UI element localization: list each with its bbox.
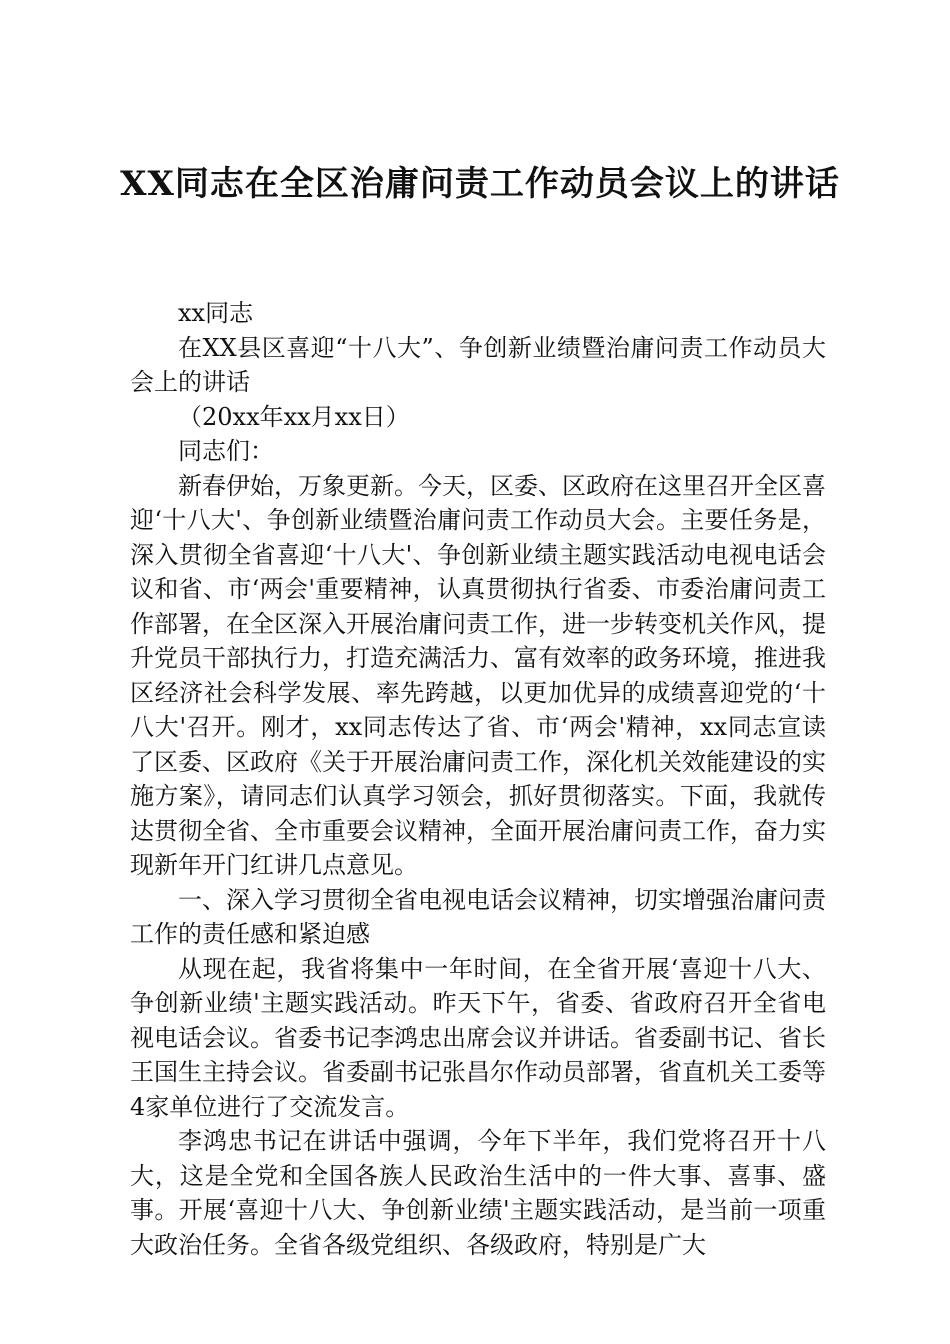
section-heading: 一、深入学习贯彻全省电视电话会议精神，切实增强治庸问责工作的责任感和紧迫感	[130, 885, 826, 948]
author-line: xx同志	[178, 299, 254, 327]
salutation: 同志们：	[178, 437, 274, 465]
speech-date: （20xx年xx月xx日）	[178, 402, 410, 431]
body-paragraph: 新春伊始，万象更新。今天，区委、区政府在这里召开全区喜迎‘十八大'、争创新业绩暨治庸问责工作动员大会。主要任务是，深入贯彻全省喜迎‘十八大'、争创新业绩主题实践活动电视电话会议和省、市‘两会'重要精神，认真贯彻执行省委、市委治庸问责工作部署，在全区深入开展治庸问责工作，进一步转变机关作风，提升党员干部执行力，打造充满活力、富有效率的政务环境，推进我区经济社会科学发展、率先跨越，以更加优异的成绩喜迎党的‘十八大'召开。刚才，xx同志传达了省、市‘两会'精神，xx同志宣读了区委、区政府《关于开展治庸问责工作，深化机关效能建设的实施方案》，请同志们认真学习领会，抓好贯彻落实。下面，我就传达贯彻全省、全市重要会议精神，全面开展治庸问责工作，奋力实现新年开门红讲几点意见。	[130, 471, 826, 879]
body-paragraph: 李鸿忠书记在讲话中强调，今年下半年，我们党将召开十八大，这是全党和全国各族人民政治生活中的一件大事、喜事、盛事。开展‘喜迎十八大、争创新业绩'主题实践活动，是当前一项重大政治任务。全省各级党组织、各级政府，特别是广大	[130, 1127, 826, 1259]
document-title: XX同志在全区治庸问责工作动员会议上的讲话	[120, 164, 840, 204]
document-body	[130, 296, 826, 1262]
body-paragraph: 从现在起，我省将集中一年时间，在全省开展‘喜迎十八大、争创新业绩'主题实践活动。昨天下午，省委、省政府召开全省电视电话会议。省委书记李鸿忠出席会议并讲话。省委副书记、省长王国生主持会议。省委副书记张昌尔作动员部署，省直机关工委等4家单位进行了交流发言。	[130, 954, 826, 1121]
speech-heading: 在XX县区喜迎“十八大”、争创新业绩暨治庸问责工作动员大会上的讲话	[130, 333, 826, 396]
